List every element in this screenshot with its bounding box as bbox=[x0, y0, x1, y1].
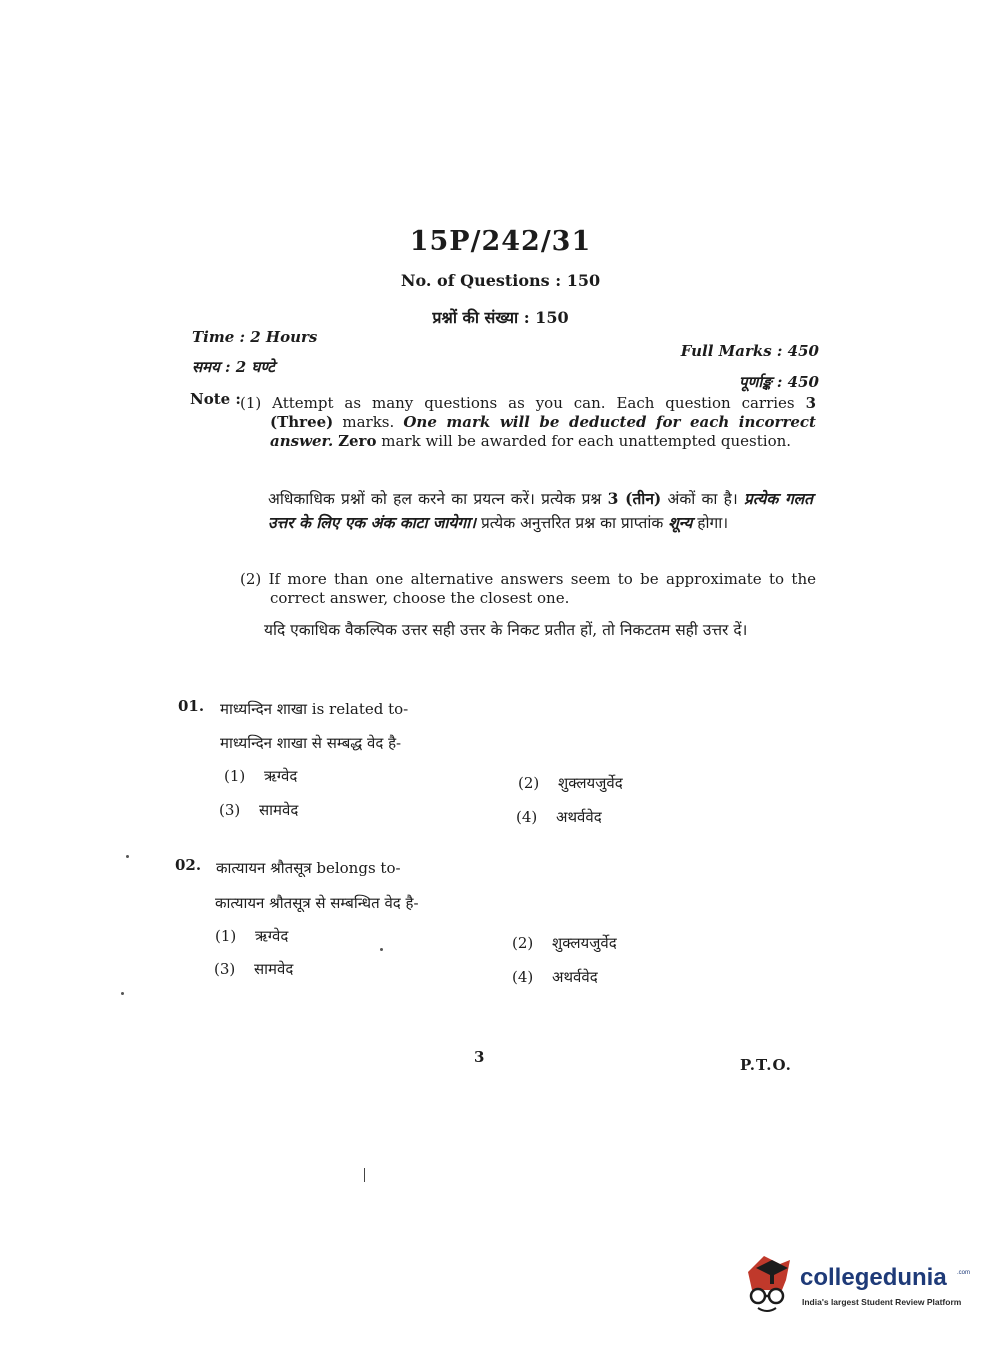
paper-code: 15P/242/31 bbox=[409, 226, 592, 257]
option-number: (1) bbox=[224, 767, 246, 785]
note-1-hi-marks: 3 (तीन) bbox=[607, 489, 662, 508]
note-1-hi-c: अंकों का है। bbox=[667, 490, 738, 508]
pto-label: P.T.O. bbox=[740, 1056, 792, 1074]
time-en: Time : 2 Hours bbox=[192, 328, 318, 346]
note-label: Note : bbox=[190, 390, 241, 408]
option-number: (1) bbox=[215, 927, 237, 945]
scan-speck bbox=[126, 855, 129, 858]
note-2-hi: यदि एकाधिक वैकल्पिक उत्तर सही उत्तर के निकट प्रतीत हों, तो निकटतम सही उत्तर दें। bbox=[264, 621, 748, 639]
note-1-marks: 3 (Three) bbox=[270, 394, 816, 431]
option-number: (2) bbox=[512, 934, 534, 952]
note-1-text-f: mark will be awarded for each unattempted question. bbox=[381, 432, 792, 450]
option-text: शुक्लयजुर्वेद bbox=[558, 774, 623, 792]
question-2-text-en: कात्यायन श्रौतसूत्र belongs to- bbox=[216, 859, 401, 877]
question-2-text-hi: कात्यायन श्रौतसूत्र से सम्बन्धित वेद है- bbox=[215, 894, 419, 912]
note-1-deduction: One mark will be deducted for each incorrect answer. bbox=[270, 413, 816, 450]
note-1-text-c: marks. bbox=[342, 413, 395, 431]
note-2-en bbox=[240, 570, 816, 608]
time-hi: समय : 2 घण्टे bbox=[192, 358, 275, 376]
question-2-number: 02. bbox=[175, 856, 202, 874]
question-1-option-3[interactable] bbox=[219, 800, 298, 820]
note-1-hi bbox=[268, 487, 813, 535]
scan-speck bbox=[380, 948, 383, 951]
question-2-option-3[interactable] bbox=[214, 959, 293, 979]
question-1-option-1[interactable] bbox=[224, 766, 297, 786]
option-number: (3) bbox=[214, 960, 236, 978]
option-number: (3) bbox=[219, 801, 241, 819]
question-1-option-2[interactable] bbox=[518, 773, 623, 793]
question-2-option-2[interactable] bbox=[512, 933, 617, 953]
option-number: (4) bbox=[516, 808, 538, 826]
option-text: अथर्ववेद bbox=[556, 808, 602, 826]
note-1-text-a: Attempt as many questions as you can. Each question carries bbox=[272, 394, 795, 412]
option-text: सामवेद bbox=[254, 960, 294, 978]
option-text: अथर्ववेद bbox=[552, 968, 598, 986]
page-number: 3 bbox=[474, 1048, 485, 1066]
note-1-hi-a: अधिकाधिक प्रश्नों को हल करने का प्रयत्न करें। प्रत्येक प्रश्न bbox=[268, 490, 602, 508]
watermark-brand: collegedunia bbox=[800, 1264, 947, 1291]
note-1-hi-g: होगा। bbox=[697, 514, 729, 532]
question-1-text-en: माध्यन्दिन शाखा is related to- bbox=[220, 700, 409, 718]
question-1-text-hi: माध्यन्दिन शाखा से सम्बद्ध वेद है- bbox=[220, 734, 402, 752]
option-number: (4) bbox=[512, 968, 534, 986]
note-1-hi-e: प्रत्येक अनुत्तरित प्रश्न का प्राप्तांक bbox=[480, 514, 664, 532]
note-1-zero: Zero bbox=[338, 432, 377, 450]
full-marks-hi: पूर्णाङ्क : 450 bbox=[738, 373, 819, 391]
note-1-hi-deduction: प्रत्येक गलत उत्तर के लिए एक अंक काटा जायेगा। bbox=[268, 489, 814, 532]
full-marks-en: Full Marks : 450 bbox=[680, 342, 819, 360]
num-questions-en: No. of Questions : 150 bbox=[400, 271, 601, 290]
scan-mark bbox=[364, 1168, 365, 1182]
question-1-number: 01. bbox=[178, 697, 205, 715]
question-2-option-4[interactable] bbox=[512, 967, 598, 987]
note-1-hi-zero: शून्य bbox=[668, 513, 693, 532]
watermark-suffix: .com bbox=[957, 1270, 971, 1276]
question-2-option-1[interactable] bbox=[215, 926, 288, 946]
note-1-number: (1) bbox=[240, 394, 262, 412]
note-2-number: (2) bbox=[240, 570, 262, 588]
option-text: शुक्लयजुर्वेद bbox=[552, 934, 617, 952]
option-number: (2) bbox=[518, 774, 540, 792]
note-1-en bbox=[240, 394, 816, 451]
question-1-option-4[interactable] bbox=[516, 807, 602, 827]
num-questions-hi: प्रश्नों की संख्या : 150 bbox=[432, 308, 569, 327]
scan-speck bbox=[121, 992, 124, 995]
watermark-tagline: India's largest Student Review Platform bbox=[802, 1297, 962, 1307]
option-text: सामवेद bbox=[259, 801, 299, 819]
note-2-text: If more than one alternative answers seem to be approximate to the correct answer, choose the closest one. bbox=[268, 570, 816, 607]
option-text: ऋग्वेद bbox=[255, 927, 289, 945]
option-text: ऋग्वेद bbox=[264, 767, 298, 785]
